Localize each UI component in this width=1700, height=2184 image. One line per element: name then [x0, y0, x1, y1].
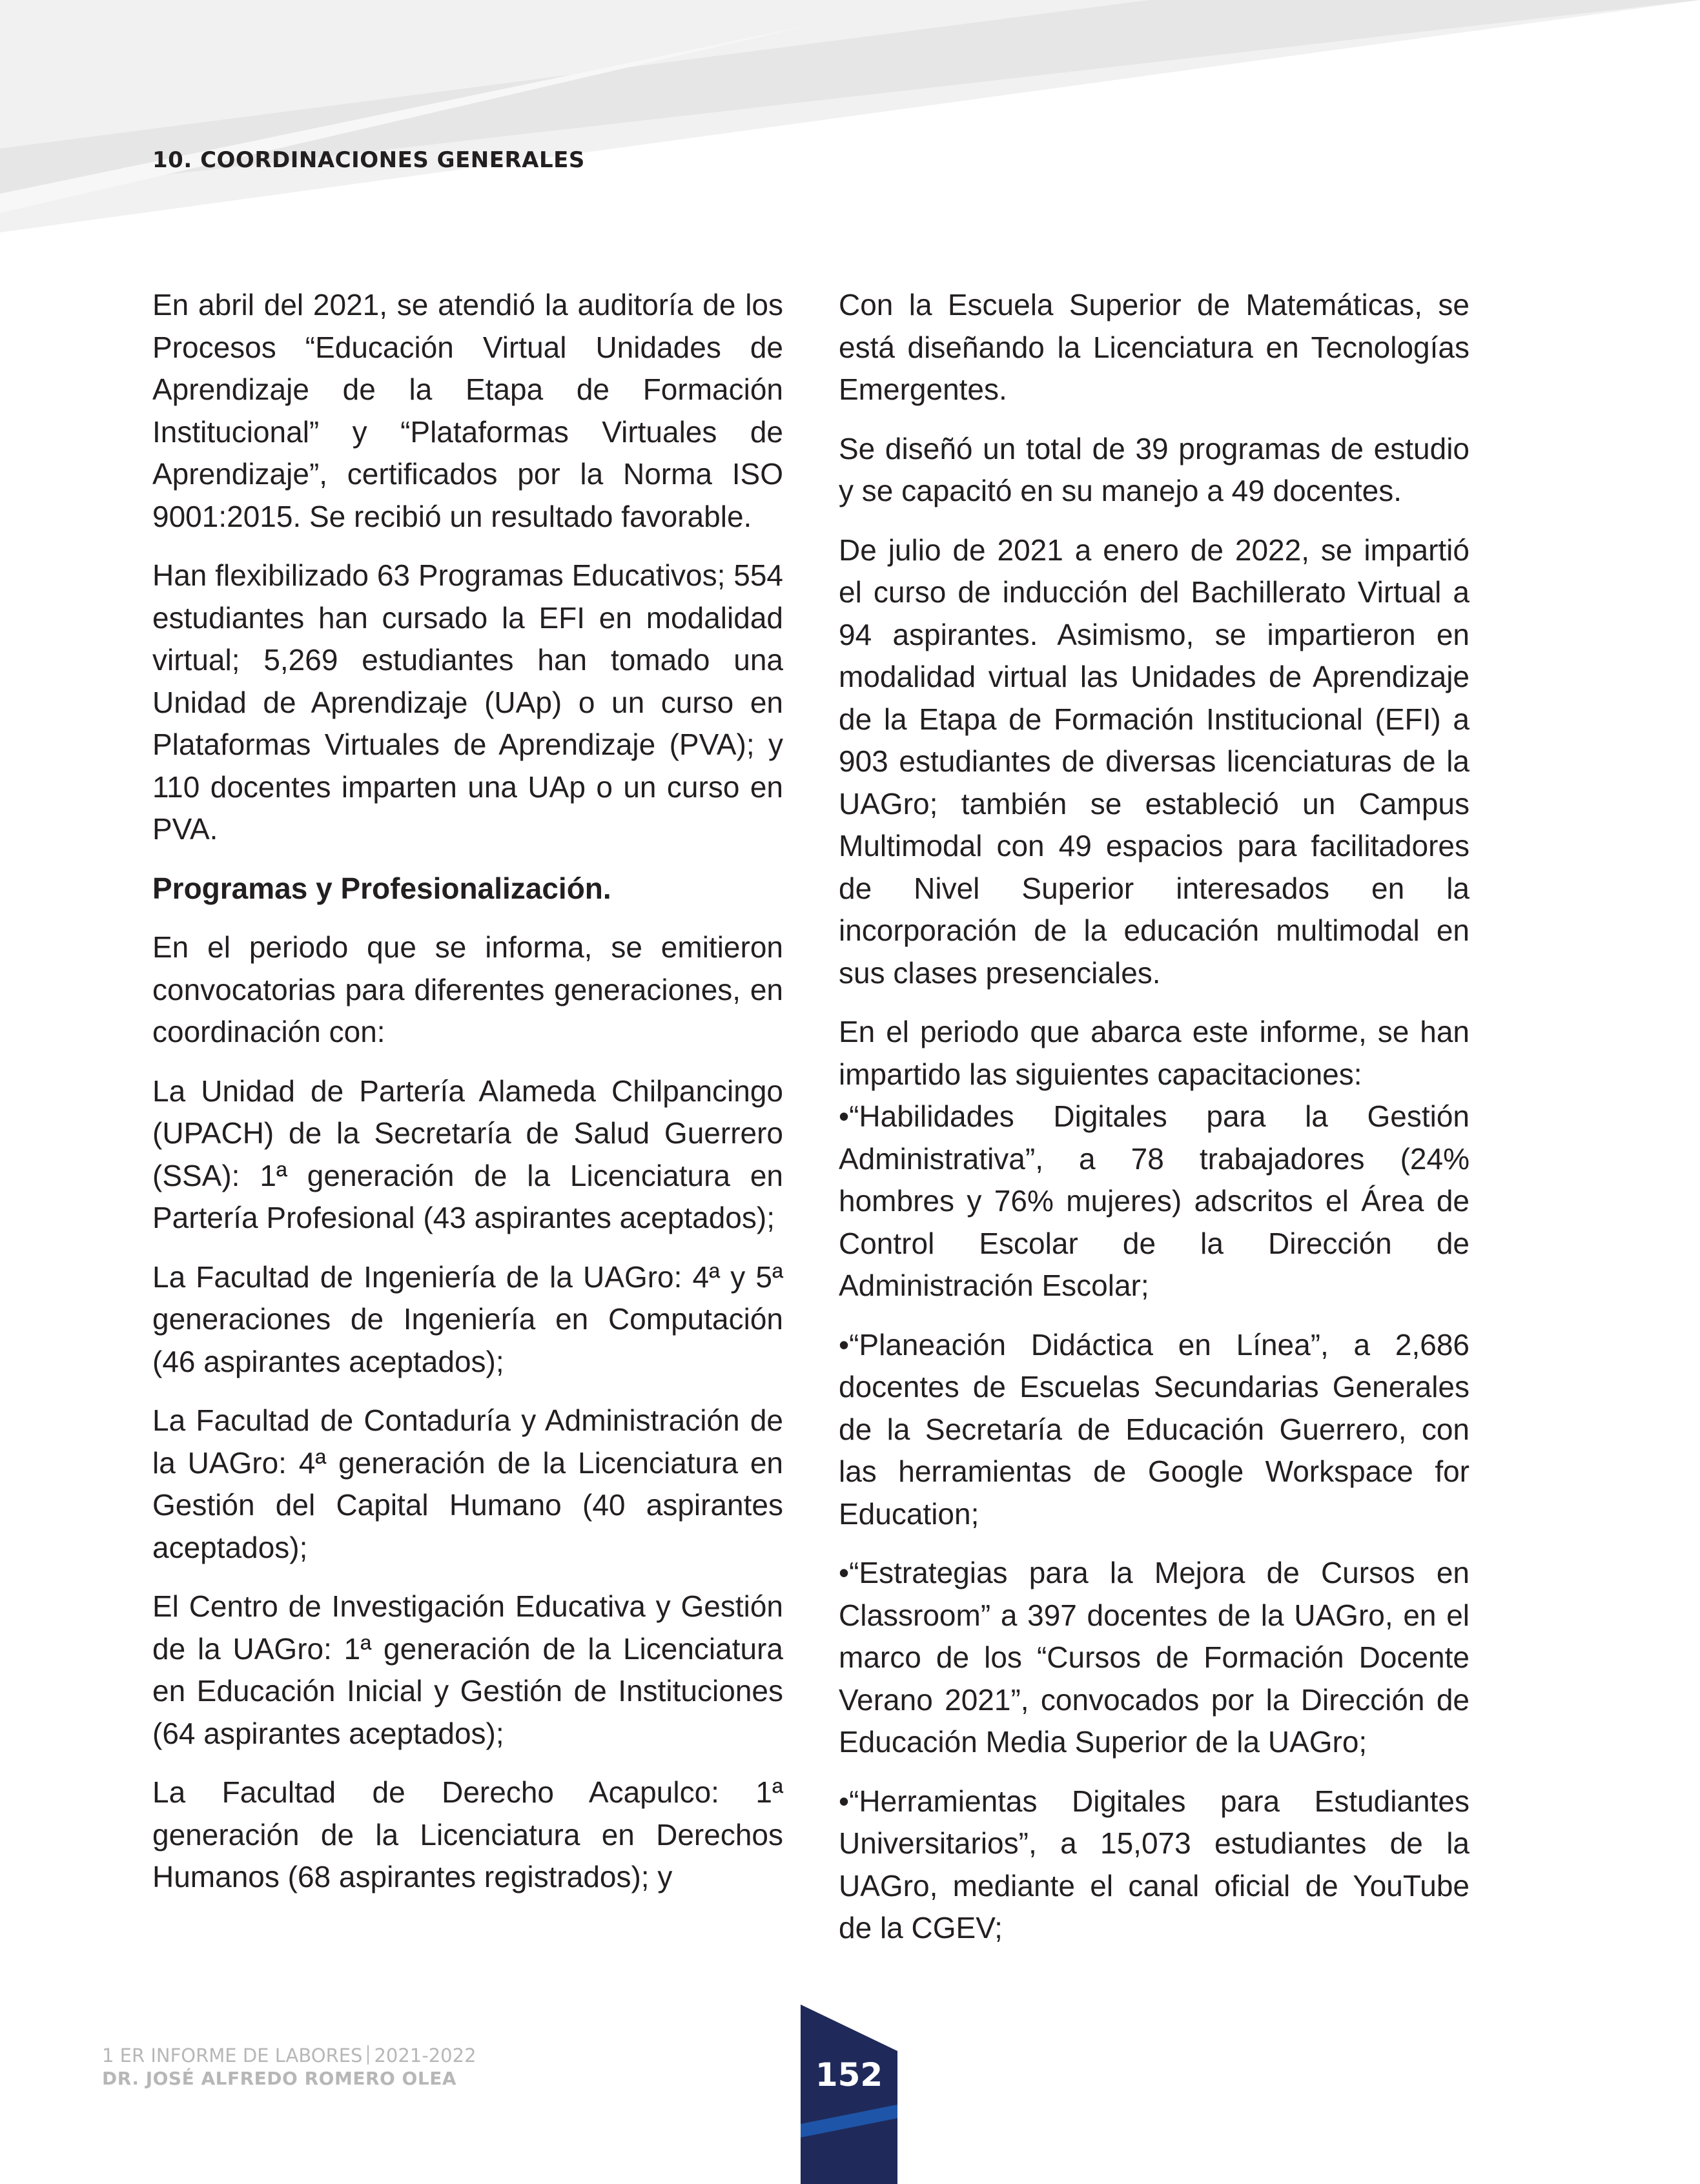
paragraph: La Facultad de Contaduría y Administración de la UAGro: 4ª generación de la Licenciatura en Gestión del Capital Humano (40 aspirantes aceptados); [152, 1403, 783, 1564]
page-number: 152 [815, 2056, 883, 2094]
paragraph: La Unidad de Partería Alameda Chilpancingo (UPACH) de la Secretaría de Salud Guerrero (SSA): 1ª generación de la Licenciatura en Partería Profesional (43 aspirantes aceptados); [152, 1074, 783, 1234]
paragraph: Con la Escuela Superior de Matemáticas, se está diseñando la Licenciatura en Tecnologías Emergentes. [839, 288, 1470, 406]
paragraph: En el periodo que se informa, se emitieron convocatorias para diferentes generaciones, en coordinación con: [152, 930, 783, 1048]
bullet-item: •“Herramientas Digitales para Estudiantes Universitarios”, a 15,073 estudiantes de la UAGro, mediante el canal oficial de YouTube de la CGEV; [839, 1784, 1470, 1944]
footer [102, 2045, 476, 2089]
bullet-item: •“Estrategias para la Mejora de Cursos en Classroom” a 397 docentes de la UAGro, en el marco de los “Cursos de Formación Docente Verano 2021”, convocados por la Dirección de Educación Media Superior de la UAGro; [839, 1556, 1470, 1759]
subheading: Programas y Profesionalización. [152, 871, 611, 905]
paragraph: La Facultad de Ingeniería de la UAGro: 4ª y 5ª generaciones de Ingeniería en Computación (46 aspirantes aceptados); [152, 1260, 783, 1378]
paragraph: En abril del 2021, se atendió la auditoría de los Procesos “Educación Virtual Unidades de Aprendizaje de la Etapa de Formación Institucional” y “Plataformas Virtuales de Aprendizaje”, certificados por la Norma ISO 9001:2015. Se recibió un resultado favorable. [152, 288, 783, 533]
paragraph: La Facultad de Derecho Acapulco: 1ª generación de la Licenciatura en Derechos Humanos (68 aspirantes registrados); y [152, 1775, 783, 1893]
report-period: 2021-2022 [374, 2045, 476, 2067]
section-title: 10. COORDINACIONES GENERALES [152, 147, 585, 173]
report-title: 1 ER INFORME DE LABORES [102, 2045, 363, 2067]
footer-separator [367, 2045, 369, 2065]
paragraph: En el periodo que abarca este informe, se han impartido las siguientes capacitaciones: [839, 1015, 1470, 1091]
left-column [152, 284, 783, 1915]
page-number-tab [801, 2005, 897, 2184]
bullet-item: •“Planeación Didáctica en Línea”, a 2,686 docentes de Escuelas Secundarias Generales de la Secretaría de Educación Guerrero, con las herramientas de Google Workspace for Education; [839, 1327, 1470, 1531]
bullet-item: •“Habilidades Digitales para la Gestión Administrativa”, a 78 trabajadores (24% hombres y 76% mujeres) adscritos el Área de Control Escolar de la Dirección de Administración Escolar; [839, 1099, 1470, 1302]
paragraph: Se diseñó un total de 39 programas de estudio y se capacitó en su manejo a 49 docentes. [839, 431, 1470, 507]
author-name: DR. JOSÉ ALFREDO ROMERO OLEA [102, 2068, 456, 2089]
right-column [839, 284, 1470, 1966]
header-decoration [0, 0, 1700, 232]
paragraph: Han flexibilizado 63 Programas Educativos; 554 estudiantes han cursado la EFI en modalidad virtual; 5,269 estudiantes han tomado una Unidad de Aprendizaje (UAp) o un curso en Plataformas Virtuales de Aprendizaje (PVA); y 110 docentes imparten una UAp o un curso en PVA. [152, 558, 783, 846]
paragraph: El Centro de Investigación Educativa y Gestión de la UAGro: 1ª generación de la Licenciatura en Educación Inicial y Gestión de Instituciones (64 aspirantes aceptados); [152, 1589, 783, 1750]
footer-report-line [102, 2045, 476, 2067]
paragraph: De julio de 2021 a enero de 2022, se impartió el curso de inducción del Bachillerato Virtual a 94 aspirantes. Asimismo, se impartieron en modalidad virtual las Unidades de Aprendizaje de la Etapa de Formación Institucional (EFI) a 903 estudiantes de diversas licenciaturas de la UAGro; también se estableció un Campus Multimodal con 49 espacios para facilitadores de Nivel Superior interesados en la incorporación de la educación multimodal en sus clases presenciales. [839, 533, 1470, 990]
